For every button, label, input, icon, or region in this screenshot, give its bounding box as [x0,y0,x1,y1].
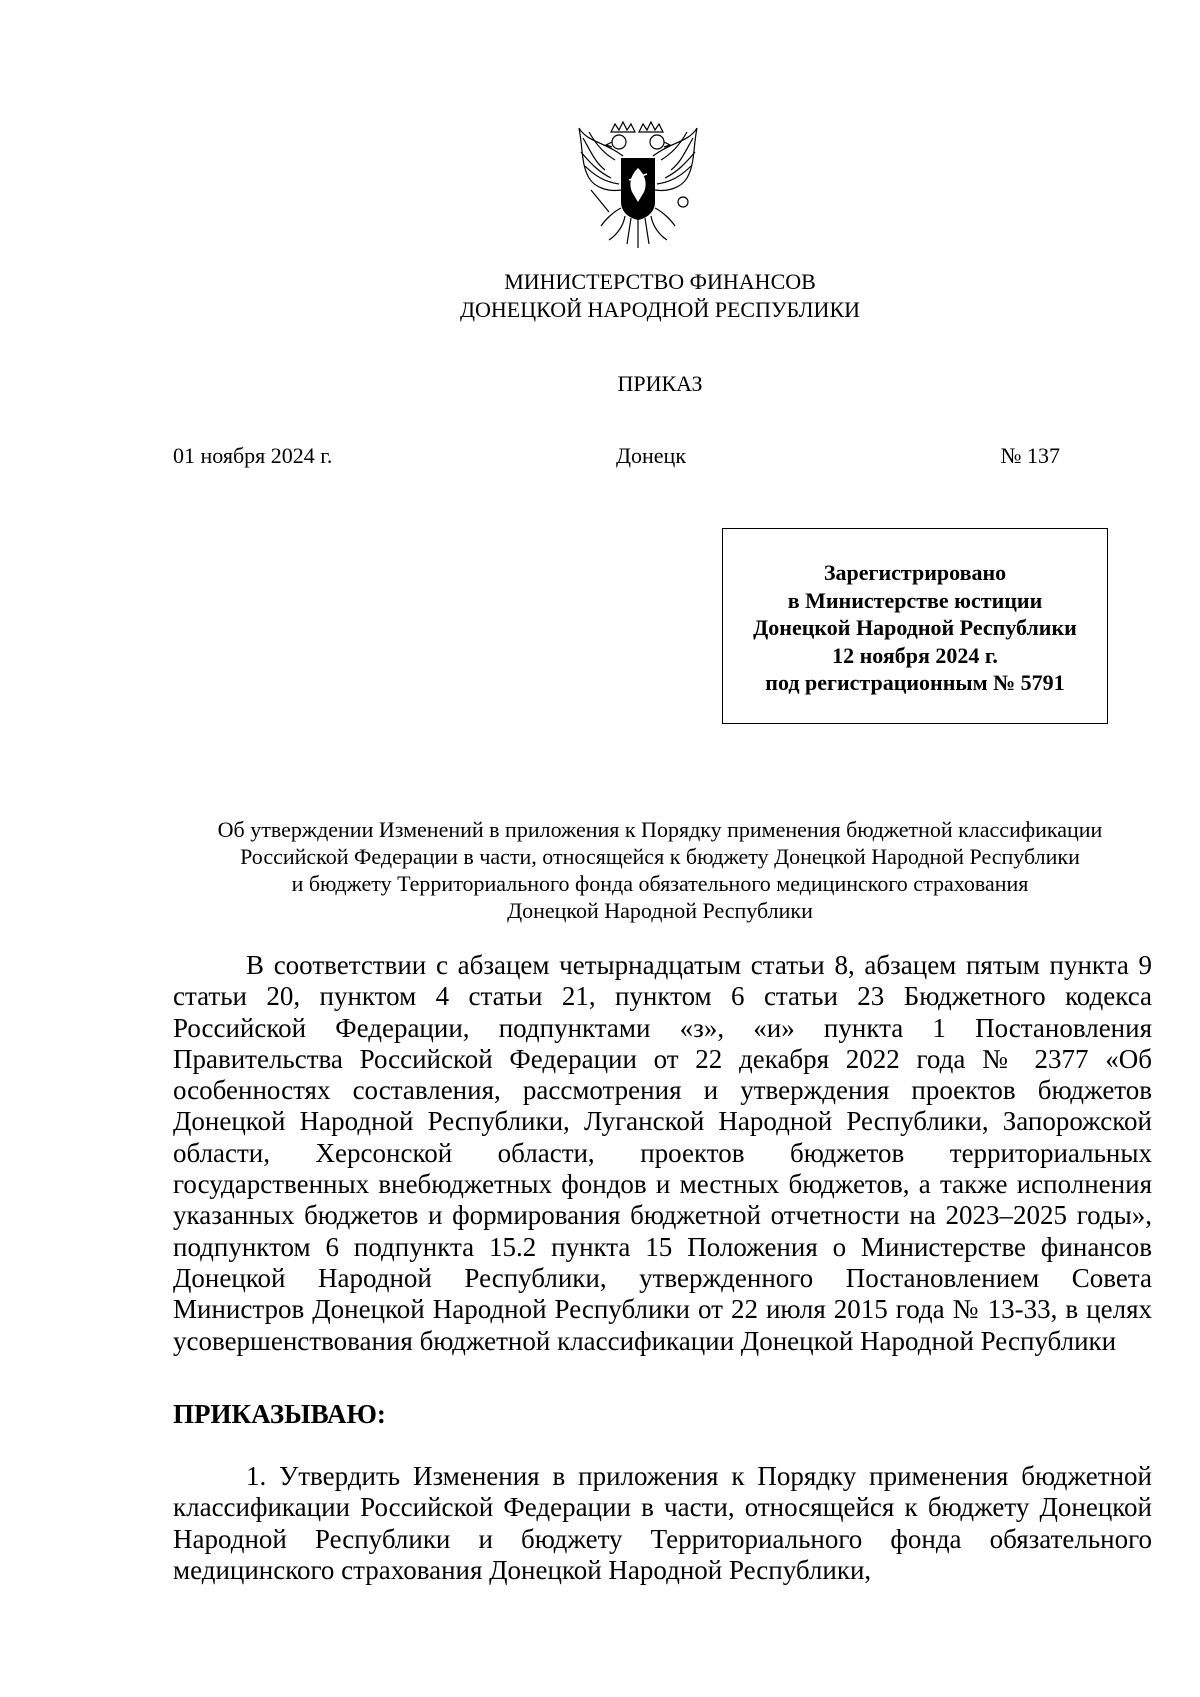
subject-line-2: Российской Федерации в части, относящейся к бюджету Донецкой Народной Республики [240,844,1080,869]
ministry-line-2: ДОНЕЦКОЙ НАРОДНОЙ РЕСПУБЛИКИ [459,297,861,322]
registration-line-1: Зарегистрировано [823,560,1007,585]
order-number: № 137 [1000,443,1060,468]
registration-line-4: 12 ноября 2024 г. [832,642,998,668]
subject-line-3: и бюджету Территориального фонда обязательного медицинского страхования [291,871,1029,896]
ministry-name [0,268,1200,324]
subject-line-1: Об утверждении Изменений в приложения к Порядку применения бюджетной классификации [217,817,1103,842]
registration-stamp [722,528,1108,724]
order-verb: ПРИКАЗЫВАЮ: [173,1399,386,1429]
order-date: 01 ноября 2024 г. [173,443,333,468]
registration-line-5: под регистрационным № 5791 [765,670,1065,695]
preamble-paragraph: В соответствии с абзацем четырнадцатым статьи 8, абзацем пятым пункта 9 статьи 20, пунктом 4 статьи 21, пунктом 6 статьи 23 Бюджетного кодекса Российской Федерации, подпунктами «з», «и» пункта 1 Постановления Правительства Российской Федерации от 22 декабря 2022 года № 2377 «Об особенностях составления, рассмотрения и утверждения проектов бюджетов Донецкой Народной Республики, Луганской Народной Республики, Запорожской области, Херсонской области, проектов бюджетов территориальных государственных внебюджетных фондов и местных бюджетов, а также исполнения указанных бюджетов и формирования бюджетной отчетности на 2023–2025 годы», подпунктом 6 подпункта 15.2 пункта 15 Положения о Министерстве финансов Донецкой Народной Республики, утвержденного Постановлением Совета Министров Донецкой Народной Республики от 22 июля 2015 года № 13-33, в целях усовершенствования бюджетной классификации Донецкой Народной Республики [173,950,1152,1356]
ministry-line-1: МИНИСТЕРСТВО ФИНАНСОВ [504,269,816,294]
subject-line-4: Донецкой Народной Республики [507,898,813,923]
registration-line-3: Донецкой Народной Республики [753,615,1077,640]
document-type: ПРИКАЗ [617,371,703,396]
coat-of-arms-icon [575,112,701,252]
order-item-1: 1. Утвердить Изменения в приложения к Порядку применения бюджетной классификации Российской Федерации в части, относящейся к бюджету Донецкой Народной Республики и бюджету Территориального фонда обязательного медицинского страхования Донецкой Народной Республики, [173,1461,1152,1585]
registration-line-2: в Министерстве юстиции [787,587,1043,613]
order-city: Донецк [616,443,687,468]
order-subject [170,816,1150,924]
